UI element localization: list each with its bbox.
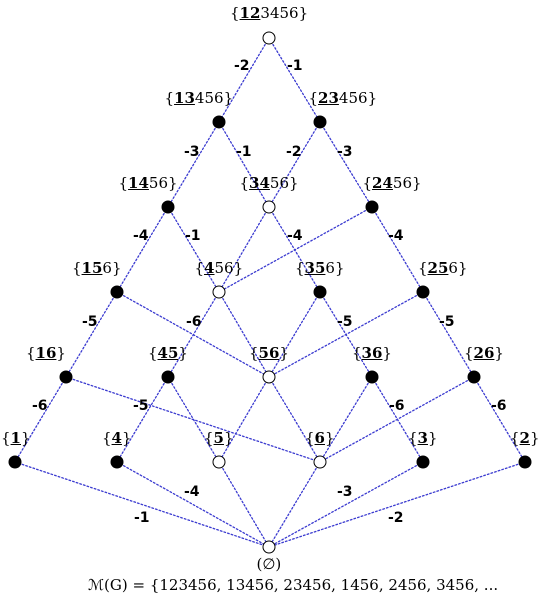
edge-weight-label: -6 <box>491 398 507 414</box>
edge-n456-n45 <box>168 292 219 377</box>
brace-open: { <box>362 174 373 192</box>
node-label-n123456 <box>230 6 308 21</box>
brace-open: { <box>305 429 315 447</box>
brace-close: } <box>457 259 468 277</box>
node-label-n2456 <box>363 176 422 191</box>
edge-n1-nempty <box>15 462 269 547</box>
edge-weight-label: -2 <box>388 510 404 526</box>
edge-weight-label: -5 <box>82 314 98 330</box>
edge-weight-label: -3 <box>337 484 353 500</box>
node-n56-open <box>263 371 275 383</box>
node-label-n3 <box>408 431 438 446</box>
edge-n1456-n456 <box>168 207 219 292</box>
edges-layer <box>15 38 525 547</box>
edge-weight-label: -2 <box>234 58 250 74</box>
node-label-n13456 <box>165 91 234 106</box>
node-label-underlined: 23 <box>318 89 339 107</box>
edge-n23456-n2456 <box>320 122 372 207</box>
brace-open: { <box>204 429 214 447</box>
brace-open: { <box>418 259 428 277</box>
brace-close: } <box>279 344 289 362</box>
brace-close: } <box>298 4 309 22</box>
edge-n45-n5 <box>168 377 219 462</box>
node-label-underlined: 2 <box>519 429 530 447</box>
brace-open: { <box>230 4 240 22</box>
brace-close: } <box>324 429 335 447</box>
node-n3-filled <box>417 456 429 468</box>
brace-open: { <box>352 344 362 362</box>
node-n26-filled <box>468 371 480 383</box>
edge-n56-n5 <box>219 377 269 462</box>
node-label-rest: 3456 <box>260 4 299 22</box>
node-n45-filled <box>162 371 174 383</box>
caption: ℳ(G) = {123456, 13456, 23456, 1456, 2456, 3456, ... <box>88 576 499 594</box>
brace-open: { <box>408 429 418 447</box>
node-label-n26 <box>464 346 504 361</box>
brace-close: } <box>412 174 422 192</box>
node-label-text: (∅) <box>256 555 282 573</box>
node-label-underlined: 6 <box>314 429 325 447</box>
edge-n26-n6 <box>320 377 474 462</box>
brace-close: } <box>168 174 178 192</box>
brace-open: { <box>308 89 319 107</box>
edge-n45-n4 <box>117 377 168 462</box>
brace-close: } <box>121 429 132 447</box>
node-label-n16 <box>26 346 66 361</box>
edge-weight-label: -6 <box>32 398 48 414</box>
node-n6-open <box>314 456 326 468</box>
edge-n256-n56 <box>269 292 423 377</box>
brace-open: { <box>1 429 11 447</box>
node-label-n4 <box>102 431 132 446</box>
node-label-rest: 6 <box>102 259 112 277</box>
node-label-rest: 56 <box>392 174 413 192</box>
node-n3456-open <box>263 201 275 213</box>
edge-n13456-n1456 <box>168 122 219 207</box>
brace-open: { <box>239 174 250 192</box>
brace-close: } <box>427 429 438 447</box>
node-n4-filled <box>111 456 123 468</box>
node-label-rest: 56 <box>214 259 234 277</box>
node-label-underlined: 26 <box>473 344 495 362</box>
brace-open: { <box>118 174 129 192</box>
node-label-underlined: 35 <box>304 259 326 277</box>
node-n123456-open <box>263 32 275 44</box>
node-label-rest: 56 <box>148 174 169 192</box>
node-label-rest: 56 <box>269 174 290 192</box>
brace-open: { <box>102 429 112 447</box>
edge-weight-label: -1 <box>185 228 201 244</box>
node-label-n45 <box>148 346 188 361</box>
edge-weight-label: -1 <box>134 510 150 526</box>
node-label-underlined: 34 <box>249 174 270 192</box>
node-label-underlined: 16 <box>35 344 57 362</box>
brace-close: } <box>223 89 234 107</box>
node-n156-filled <box>111 286 123 298</box>
node-label-underlined: 1 <box>10 429 21 447</box>
edge-n3456-n456 <box>219 207 269 292</box>
node-n16-filled <box>60 371 72 383</box>
brace-open: { <box>194 259 205 277</box>
node-label-rest: 456 <box>194 89 224 107</box>
edge-weight-label: -5 <box>133 398 149 414</box>
node-label-n5 <box>204 431 234 446</box>
edge-weight-label: -4 <box>133 228 149 244</box>
node-label-rest: 6 <box>325 259 335 277</box>
edge-n26-n2 <box>474 377 525 462</box>
edge-weight-label: -5 <box>439 314 455 330</box>
edge-weight-label: -5 <box>337 314 353 330</box>
brace-close: } <box>334 259 345 277</box>
brace-open: { <box>26 344 36 362</box>
node-n2456-filled <box>366 201 378 213</box>
node-label-underlined: 3 <box>417 429 428 447</box>
brace-open: { <box>148 344 158 362</box>
node-label-underlined: 36 <box>361 344 383 362</box>
node-label-n1456 <box>119 176 178 191</box>
brace-close: } <box>367 89 378 107</box>
node-label-underlined: 56 <box>258 344 280 362</box>
edge-n256-n26 <box>423 292 474 377</box>
edge-n4-nempty <box>117 462 269 547</box>
edge-weight-label: -4 <box>184 484 200 500</box>
node-label-n6 <box>305 431 335 446</box>
brace-close: } <box>382 344 392 362</box>
edge-n2-nempty <box>269 462 525 547</box>
brace-close: } <box>529 429 540 447</box>
node-n23456-filled <box>314 116 326 128</box>
brace-open: { <box>72 259 82 277</box>
node-label-n256 <box>418 261 468 276</box>
node-label-n56 <box>249 346 289 361</box>
brace-close: } <box>233 259 244 277</box>
edge-n23456-n3456 <box>269 122 320 207</box>
edge-weight-label: -4 <box>287 228 303 244</box>
edge-n356-n56 <box>269 292 320 377</box>
edge-weight-label: -3 <box>184 144 200 160</box>
node-label-n36 <box>352 346 392 361</box>
brace-open: { <box>249 344 259 362</box>
node-label-underlined: 25 <box>427 259 449 277</box>
nodes-layer <box>9 32 531 553</box>
edge-weight-label: -6 <box>389 398 405 414</box>
brace-open: { <box>510 429 520 447</box>
node-n1456-filled <box>162 201 174 213</box>
edge-weight-label: -6 <box>186 314 202 330</box>
edge-n36-n6 <box>320 377 372 462</box>
node-n1-filled <box>9 456 21 468</box>
node-label-underlined: 5 <box>213 429 224 447</box>
node-label-underlined: 13 <box>174 89 195 107</box>
edge-weight-label: -1 <box>287 58 303 74</box>
edge-n13456-n3456 <box>219 122 269 207</box>
node-label-underlined: 12 <box>239 4 261 22</box>
edge-n456-n56 <box>219 292 269 377</box>
brace-close: } <box>223 429 234 447</box>
edge-n1456-n156 <box>117 207 168 292</box>
node-label-n23456 <box>309 91 378 106</box>
node-n2-filled <box>519 456 531 468</box>
brace-open: { <box>464 344 474 362</box>
node-label-underlined: 14 <box>128 174 149 192</box>
edge-n16-n1 <box>15 377 66 462</box>
brace-close: } <box>178 344 188 362</box>
node-n36-filled <box>366 371 378 383</box>
node-n13456-filled <box>213 116 225 128</box>
edge-n2456-n456 <box>219 207 372 292</box>
node-nempty-open <box>263 541 275 553</box>
node-label-rest: 6 <box>448 259 458 277</box>
node-n456-open <box>213 286 225 298</box>
node-n356-filled <box>314 286 326 298</box>
node-label-n2 <box>510 431 540 446</box>
brace-close: } <box>494 344 504 362</box>
node-n5-open <box>213 456 225 468</box>
node-label-n356 <box>295 261 345 276</box>
edge-weight-label: -1 <box>236 144 252 160</box>
node-label-underlined: 45 <box>157 344 179 362</box>
brace-close: } <box>111 259 122 277</box>
node-label-nempty <box>257 557 282 572</box>
edge-n56-n6 <box>269 377 320 462</box>
brace-close: } <box>20 429 31 447</box>
node-label-underlined: 4 <box>111 429 122 447</box>
edge-weight-label: -3 <box>337 144 353 160</box>
edge-n123456-n13456 <box>219 38 269 122</box>
edge-n2456-n256 <box>372 207 423 292</box>
node-n256-filled <box>417 286 429 298</box>
edge-n3-nempty <box>269 462 423 547</box>
node-label-n1 <box>1 431 31 446</box>
edge-weight-label: -2 <box>286 144 302 160</box>
node-label-underlined: 4 <box>204 259 215 277</box>
node-label-rest: 456 <box>338 89 368 107</box>
node-label-n456 <box>195 261 244 276</box>
brace-open: { <box>295 259 305 277</box>
node-label-underlined: 15 <box>81 259 103 277</box>
edge-n6-nempty <box>269 462 320 547</box>
brace-open: { <box>164 89 175 107</box>
brace-close: } <box>56 344 66 362</box>
node-label-n3456 <box>240 176 299 191</box>
node-label-n156 <box>72 261 122 276</box>
edge-n156-n16 <box>66 292 117 377</box>
brace-close: } <box>289 174 299 192</box>
node-label-underlined: 24 <box>372 174 393 192</box>
edge-n123456-n23456 <box>269 38 320 122</box>
edge-n5-nempty <box>219 462 269 547</box>
edge-weight-label: -4 <box>388 228 404 244</box>
